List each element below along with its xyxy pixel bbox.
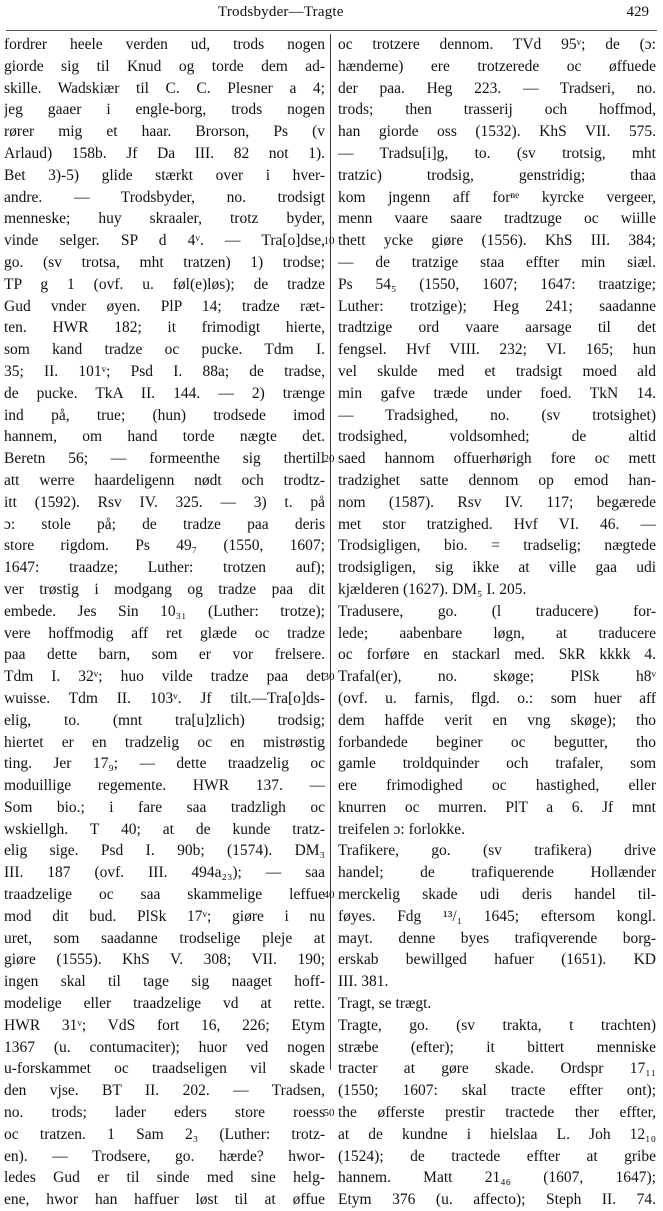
text-line: Luther: trotzige); Heg 241; saadanne <box>338 297 656 315</box>
running-title: Trodsbyder—Tragte <box>218 4 344 20</box>
text-line: tratzic) trodsig, genstridig; thaa <box>338 166 656 184</box>
text-line: de pucke. TkA II. 144. — 2) trænge <box>4 384 325 402</box>
text-line: den vjse. BT II. 202. — Tradsen, <box>4 1082 325 1100</box>
left-column <box>4 34 325 1211</box>
text-line: jeg gaaer i engle-borg, trods nogen <box>4 101 325 119</box>
text-line: skille. Wadskiær til C. C. Plesner a 4; <box>4 79 325 97</box>
text-line: treifelen ɔ: forlokke. <box>338 820 465 838</box>
text-line: rører mig et haar. Brorson, Ps (v <box>4 123 325 141</box>
text-line: u-forskammet oc traadseligen vil skade <box>4 1060 325 1078</box>
text-line: tradtzige ord vaare aarsage til det <box>338 319 656 337</box>
text-line: hænderne) ere trotzerede oc øffuede <box>338 57 656 75</box>
text-line: føyes. Fdg ¹³/₁ 1645; eftersom kongl. <box>338 907 656 925</box>
text-line: traadzelige oc saa skammelige leffue <box>4 886 325 904</box>
text-line: uret, som saadanne trodselige pleje at <box>4 929 325 947</box>
text-line: ere frimodighed oc hastighed, eller <box>338 777 656 795</box>
text-line: en). — Trodsere, go. hærde? hwor- <box>4 1147 325 1165</box>
line-number: 30 <box>323 671 335 684</box>
text-line: menneske; huy skraaler, trotz byder, <box>4 210 325 228</box>
text-line: saed hannom offuerhørigh fore oc mett <box>338 450 656 468</box>
text-line: Tdm I. 32ᵛ; huo vilde tradze paa det <box>4 668 325 686</box>
text-line: — Tradsu[i]g, to. (sv trotsig, mht <box>338 144 656 162</box>
text-line: nom (1587). Rsv IV. 117; begærede <box>338 493 656 511</box>
line-number: 10 <box>323 235 335 248</box>
text-line: mayt. denne byes trafiqverende borg- <box>338 929 656 947</box>
text-line: itt (1592). Rsv IV. 325. — 3) t. på <box>4 493 325 511</box>
text-line: ɔ: stole på; de tradze paa deris <box>4 515 325 533</box>
text-line: wuisse. Tdm II. 103ᵛ. Jf tilt.—Tra[o]ds- <box>4 689 325 707</box>
text-line: dem haffde verit en vng skøge); tho <box>338 711 656 729</box>
column-divider <box>330 34 331 1070</box>
text-line: III. 381. <box>338 973 389 991</box>
text-line: andre. — Trodsbyder, no. trodsigt <box>4 188 325 206</box>
text-line: embede. Jes Sin 10₃₁ (Luther: trotze); <box>4 602 325 620</box>
text-line: oc forføre en stackarl med. SkR kkkk 4. <box>338 646 656 664</box>
text-line: hiertet er en tradzelig oc en mistrøstig <box>4 733 325 751</box>
text-line: ting. Jer 17₉; — dette traadzelig oc <box>4 755 325 773</box>
text-line: Trodsigligen, bio. = tradselig; nægtede <box>338 537 656 555</box>
text-line: kom jngenn aff forⁿᵉ kyrcke vergeer, <box>338 188 656 206</box>
text-line: trodsighed, voldsomhed; de altid <box>338 428 656 446</box>
text-line: wskiellgh. T 40; at de kunde tratz- <box>4 820 325 838</box>
text-line: att werre haardeligenn nødt och trodtz- <box>4 471 325 489</box>
text-line: erskab bewillged hafuer (1651). KD <box>338 951 656 969</box>
text-line: Beretn 56; — formeenthe sig thertill <box>4 450 325 468</box>
text-line: III. 187 (ovf. III. 494a₂₃); — saa <box>4 864 325 882</box>
text-line: Ps 54₅ (1550, 1607; 1647: traatzige; <box>338 275 656 293</box>
line-number: 50 <box>323 1107 335 1120</box>
text-line: handel; de trafiquerende Hollænder <box>338 864 656 882</box>
text-line: ene, hwor han haffuer løst til at øffue <box>4 1191 325 1209</box>
text-line: vel skulde med et tradsigt moed ald <box>338 362 656 380</box>
line-number: 20 <box>323 453 335 466</box>
text-line: trods; then trasserij och hoffmod, <box>338 101 656 119</box>
text-line: moduillige regemente. HWR 137. — <box>4 777 325 795</box>
text-line: stræbe (efter); it bittert menniske <box>338 1038 656 1056</box>
text-line: han giorde oss (1532). KhS VII. 575. <box>338 123 656 141</box>
text-line: ledes Gud er til sinde med sine helg- <box>4 1169 325 1187</box>
text-line: min gafve træde under foed. TkN 14. <box>338 384 656 402</box>
text-line: vinde selger. SP d 4ᵛ. — Tra[o]dse, <box>4 232 325 250</box>
text-line: (1524); de tractede effter at gribe <box>338 1147 656 1165</box>
text-line: ver trøstig i modgang og tradze paa dit <box>4 580 325 598</box>
text-line: (1550; 1607: skal tracte effter ont); <box>338 1082 656 1100</box>
right-column <box>338 34 656 1211</box>
text-line: vere hoffmodig aff ret glæde oc tradze <box>4 624 325 642</box>
text-line: thett ycke giøre (1556). KhS III. 384; <box>338 232 656 250</box>
text-line: 1647: traadze; Luther: trotzen auf); <box>4 559 325 577</box>
text-line: TP g 1 (ovf. u. føl(e)løs); de tradze <box>4 275 325 293</box>
text-line: — Tradsighed, no. (sv trotsighet) <box>338 406 656 424</box>
text-line: gamle troldquinder och trafaler, som <box>338 755 656 773</box>
text-line: Trafikere, go. (sv trafikera) drive <box>338 842 656 860</box>
text-line: — de tratzige staa effter min siæl. <box>338 253 656 271</box>
text-line: the øfferste prestir tractede ther effter, <box>338 1104 656 1122</box>
text-line: Gud vnder øyen. PlP 14; tradze ræt- <box>4 297 325 315</box>
header-rule <box>6 30 657 31</box>
text-line: ten. HWR 182; it frimodigt hierte, <box>4 319 325 337</box>
text-line: paa dette barn, som er vor frelsere. <box>4 646 325 664</box>
text-line: der paa. Heg 223. — Tradseri, no. <box>338 79 656 97</box>
text-line: ingen skal til tage sig naaget hoff- <box>4 973 325 991</box>
text-line: oc tratzen. 1 Sam 2₃ (Luther: trotz- <box>4 1125 325 1143</box>
text-line: tracter at gøre skade. Ordspr 17₁₁ <box>338 1060 656 1078</box>
text-line: store rigdom. Ps 49₇ (1550, 1607; <box>4 537 325 555</box>
text-line: go. (sv trotsa, mht tratzen) 1) trodse; <box>4 253 325 271</box>
text-line: Som bio.; i fare saa tradzligh oc <box>4 798 325 816</box>
text-line: forbandede beginer oc begutter, tho <box>338 733 656 751</box>
text-line: mod dit bud. PlSk 17ᵛ; giøre i nu <box>4 907 325 925</box>
text-line: kjælderen (1627). DM₅ I. 205. <box>338 580 527 598</box>
page-header <box>0 4 663 30</box>
text-line: som kand tradze oc pucke. Tdm I. <box>4 341 325 359</box>
text-line: menn vaare saare tradtzuge oc wiille <box>338 210 656 228</box>
text-line: fengsel. Hvf VIII. 232; VI. 165; hun <box>338 341 656 359</box>
text-line: met stor tratzighed. Hvf VI. 46. — <box>338 515 656 533</box>
text-line: Bet 3)-5) glide stærkt over i hver- <box>4 166 325 184</box>
text-line: hannem, om hand torde nægte det. <box>4 428 325 446</box>
text-line: (ovf. u. farnis, flgd. o.: som huer aff <box>338 689 656 707</box>
text-line: 1367 (u. contumaciter); huor ved nogen <box>4 1038 325 1056</box>
text-line: giorde sig til Knud og torde dem ad- <box>4 57 325 75</box>
text-line: HWR 31ᵛ; VdS fort 16, 226; Etym <box>4 1016 325 1034</box>
text-line: at de kundne i hielslaa L. Joh 12₁₀ <box>338 1125 656 1143</box>
text-line: merckelig skade udi deris handel til- <box>338 886 656 904</box>
text-line: Trafal(er), no. skøge; PlSk h8ᵛ <box>338 668 656 686</box>
text-line: no. trods; lader eders store roess <box>4 1104 325 1122</box>
text-line: lede; aabenbare løgn, at traducere <box>338 624 656 642</box>
text-line: knurren oc murren. PlT a 6. Jf mnt <box>338 798 656 816</box>
text-line: 35; II. 101ᵛ; Psd I. 88a; de tradse, <box>4 362 325 380</box>
text-line: oc trotzere dennom. TVd 95ᵛ; de (ɔ: <box>338 36 656 53</box>
text-line: tradzighet satte dennom op emod han- <box>338 471 656 489</box>
text-line: modelige eller traadzelige vd at rette. <box>4 995 325 1013</box>
line-number: 40 <box>323 889 335 902</box>
text-line: Etym 376 (u. affecto); Steph II. 74. <box>338 1191 656 1209</box>
text-line: Tragt, se trægt. <box>338 995 432 1013</box>
text-line: ind på, true; (hun) trodsede imod <box>4 406 325 424</box>
text-line: fordrer heele verden ud, trods nogen <box>4 36 325 53</box>
text-line: elig, to. (mnt tra[u]zlich) trodsig; <box>4 711 325 729</box>
text-line: elig sige. Psd I. 90b; (1574). DM₃ <box>4 842 325 860</box>
text-line: trodsigligen, sig ikke at ville gaa udi <box>338 559 656 577</box>
text-line: Tradusere, go. (l traducere) for- <box>338 602 656 620</box>
text-line: hannem. Matt 21₄₆ (1607, 1647); <box>338 1169 656 1187</box>
text-line: giøre (1555). KhS V. 308; VII. 190; <box>4 951 325 969</box>
page-number: 429 <box>626 4 649 20</box>
text-line: Tragte, go. (sv trakta, t trachten) <box>338 1016 656 1034</box>
text-line: Arlaud) 158b. Jf Da III. 82 not 1). <box>4 144 325 162</box>
